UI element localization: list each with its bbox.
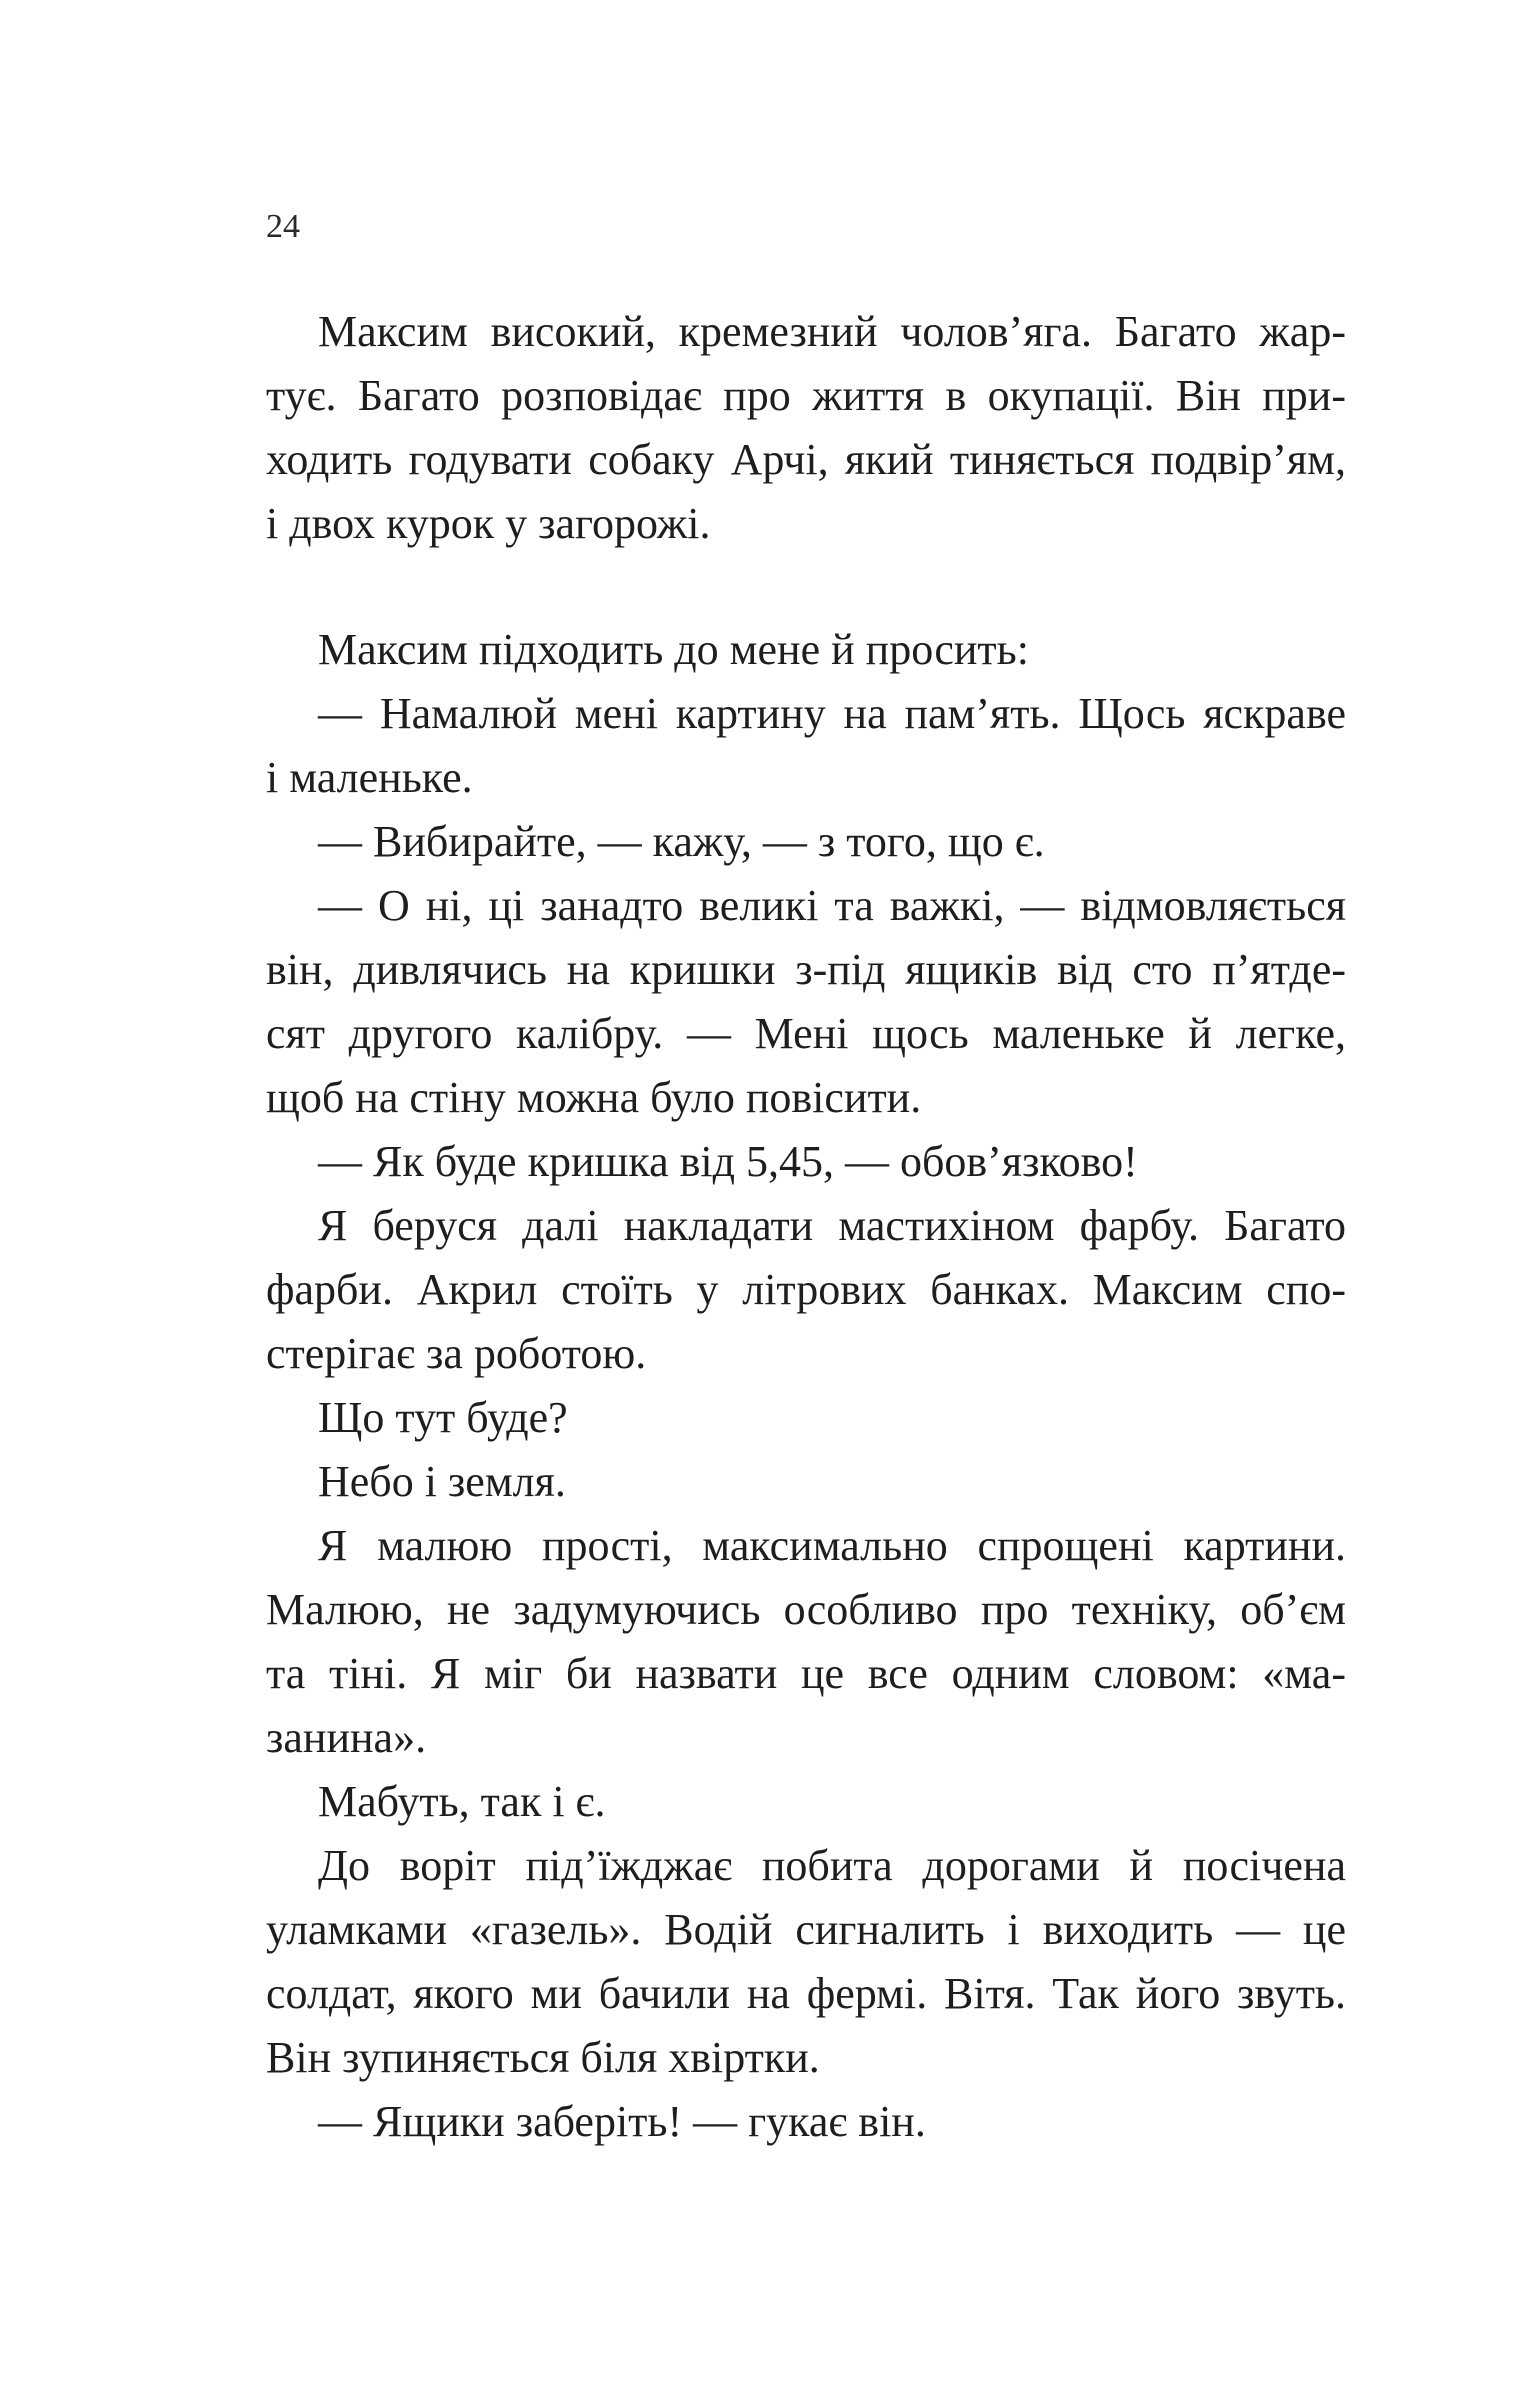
- paragraph: [266, 300, 1346, 556]
- text-line: Небо і земля.: [318, 1457, 566, 1506]
- text-line: уламками «газель». Водій сигналить і виходить — це: [266, 1905, 1346, 1954]
- paragraph: [266, 1450, 1346, 1514]
- text-line: — Як буде кришка від 5,45, — обов’язково!: [318, 1137, 1138, 1186]
- paragraph: [266, 1194, 1346, 1386]
- paragraph-gap: [266, 556, 1346, 618]
- text-line: Максим підходить до мене й просить:: [318, 625, 1029, 674]
- text-line: Малюю, не задумуючись особливо про техніку, об’єм: [266, 1585, 1346, 1634]
- text-line: Я малюю прості, максимально спрощені картини.: [318, 1521, 1346, 1570]
- paragraph: [266, 810, 1346, 874]
- page-number: 24: [266, 208, 300, 245]
- paragraph: [266, 1770, 1346, 1834]
- paragraph: [266, 1514, 1346, 1770]
- text-line: і двох курок у загорожі.: [266, 499, 711, 548]
- text-line: Максим високий, кремезний чолов’яга. Багато жар-: [318, 307, 1346, 356]
- text-line: До воріт під’їжджає побита дорогами й посічена: [318, 1841, 1346, 1890]
- text-line: та тіні. Я міг би назвати це все одним словом: «ма-: [266, 1649, 1346, 1698]
- text-line: Я беруся далі накладати мастихіном фарбу. Багато: [318, 1201, 1346, 1250]
- text-line: стерігає за роботою.: [266, 1329, 647, 1378]
- text-line: занина».: [266, 1713, 427, 1762]
- text-line: щоб на стіну можна було повісити.: [266, 1073, 922, 1122]
- paragraph: [266, 2090, 1346, 2154]
- text-line: сят другого калібру. — Мені щось маленьке й легке,: [266, 1009, 1346, 1058]
- text-line: фарби. Акрил стоїть у літрових банках. Максим спо-: [266, 1265, 1346, 1314]
- text-line: він, дивлячись на кришки з-під ящиків від сто п’ятде-: [266, 945, 1346, 994]
- paragraph: [266, 1386, 1346, 1450]
- text-line: Він зупиняється біля хвіртки.: [266, 2033, 820, 2082]
- paragraph: [266, 1130, 1346, 1194]
- paragraph: [266, 874, 1346, 1130]
- paragraph: [266, 618, 1346, 682]
- body-text: [266, 300, 1346, 2154]
- text-line: і маленьке.: [266, 753, 473, 802]
- text-line: тує. Багато розповідає про життя в окупації. Він при-: [266, 371, 1346, 420]
- text-line: Що тут буде?: [318, 1393, 568, 1442]
- text-line: Мабуть, так і є.: [318, 1777, 606, 1826]
- paragraph: [266, 1834, 1346, 2090]
- text-line: ходить годувати собаку Арчі, який тиняється подвір’ям,: [266, 435, 1346, 484]
- text-line: — Ящики заберіть! — гукає він.: [318, 2097, 926, 2146]
- text-line: — Намалюй мені картину на пам’ять. Щось яскраве: [318, 689, 1346, 738]
- text-line: — Вибирайте, — кажу, — з того, що є.: [318, 817, 1045, 866]
- text-line: солдат, якого ми бачили на фермі. Вітя. Так його звуть.: [266, 1969, 1346, 2018]
- text-line: — О ні, ці занадто великі та важкі, — відмовляється: [318, 881, 1346, 930]
- paragraph: [266, 682, 1346, 810]
